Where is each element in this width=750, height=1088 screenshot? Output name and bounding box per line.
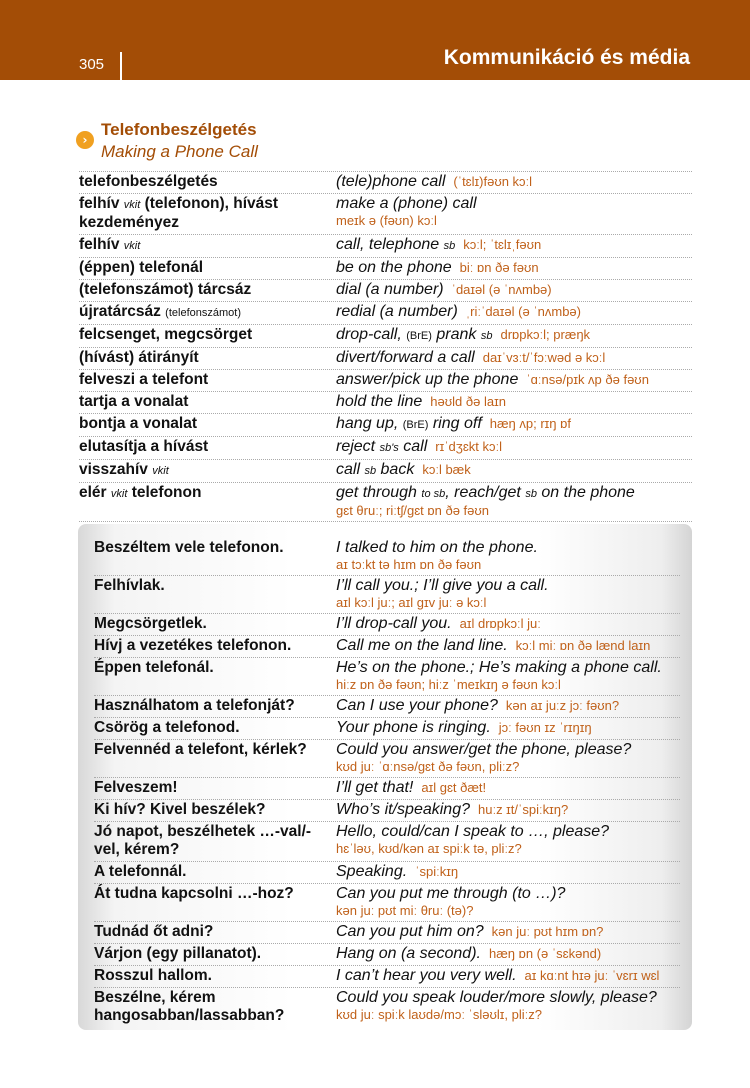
hu-text: felhív [79,236,124,253]
phrase-row [94,883,680,921]
en-text: sb [364,465,377,477]
hu-text: vkit [110,488,128,500]
hungarian-term [94,697,336,715]
phrase-row [94,538,680,575]
phonetic-transcription: kɔːl bæk [422,462,471,477]
hu-text: (hívást) átirányít [79,349,199,366]
hungarian-term [79,281,336,299]
phonetic-transcription: hiːz ɒn ðə fəʊn; hiːz ˈmeɪkɪŋ ə fəʊn kɔːl [336,677,561,692]
phrase-row [94,739,680,777]
phonetic-transcription: meɪk ə (fəʊn) kɔːl [336,213,437,228]
hungarian-term [79,371,336,389]
phonetic-transcription: ˈɑːnsə/pɪk ʌp ðə fəʊn [526,372,649,387]
en-text: divert/forward a call [336,349,475,366]
hungarian-term [79,349,336,367]
en-text: answer/pick up the phone [336,371,519,388]
hu-text: (éppen) telefonál [79,259,204,276]
vocab-row [79,234,692,257]
phrase-row [94,965,680,987]
phonetic-transcription: rɪˈdʒɛkt kɔːl [435,439,503,454]
phrase-row [94,799,680,821]
phonetic-transcription: kʊd juː spiːk laʊdə/mɔː ˈsləʊlɪ, pliːz? [336,1007,542,1022]
en-text: hold the line [336,393,423,410]
hu-text: (telefonszámot) tárcsáz [79,281,252,298]
hu-text: visszahív [79,461,153,478]
phonetic-transcription: kɔːl miː ɒn ðə lænd laɪn [515,638,651,653]
en-text: (BrE) [402,419,429,431]
phonetic-transcription: kən juː pʊt miː θruː (tə)? [336,903,474,918]
english-translation [336,173,692,191]
en-text: get through [336,484,422,501]
en-text: Could you answer/get the phone, please? [336,741,632,758]
hu-text: Át tudna kapcsolni …-hoz? [94,885,294,902]
phonetic-transcription: kɔːl; ˈtɛlɪˌfəʊn [463,237,542,252]
hu-text: elér [79,484,111,501]
hungarian-term [79,195,336,232]
hungarian-term [79,326,336,345]
vocab-row [79,413,692,436]
en-text: Speaking. [336,863,408,880]
chevron-right-icon: › [76,131,94,149]
phonetic-transcription: hæŋ ɒn (ə ˈsɛkənd) [488,946,602,961]
en-text: Your phone is ringing. [336,719,491,736]
hungarian-term [94,577,336,611]
english-translation [336,863,680,881]
english-translation [336,945,680,963]
hu-text: Felvennéd a telefont, kérlek? [94,741,307,758]
vocab-row [79,257,692,279]
hu-text: Várjon (egy pillanatot). [94,945,262,962]
hu-text: vkit [152,465,169,477]
hu-text: Hívj a vezetékes telefonon. [94,637,292,654]
vocab-row [79,279,692,301]
hungarian-term [94,659,336,693]
hungarian-term [79,173,336,191]
hu-text: vkit [123,240,141,252]
vocab-row [79,369,692,391]
vocab-row [79,436,692,459]
hu-text: Ki hív? Kivel beszélek? [94,801,266,818]
hungarian-term [94,637,336,655]
phonetic-transcription: kən juː pʊt hɪm ɒn? [491,924,604,939]
vocab-row [79,459,692,482]
hu-text: elutasítja a hívást [79,438,209,455]
en-text: to sb [421,488,446,500]
hu-text: Megcsörgetlek. [94,615,207,632]
phonetic-transcription: aɪl gɛt ðæt! [421,780,487,795]
hungarian-term [94,923,336,941]
english-translation [336,719,680,737]
en-text: call [398,438,428,455]
en-text: ring off [428,415,482,432]
hu-text: Felhívlak. [94,577,165,594]
phonetic-transcription: ˈspiːkɪŋ [415,864,459,879]
english-translation [336,371,692,389]
phrase-row [94,613,680,635]
en-text: call, telephone [336,236,444,253]
english-translation [336,823,680,859]
hungarian-term [79,303,336,322]
header-divider [120,52,122,80]
hu-text: felcsenget, megcsörget [79,326,253,343]
phrase-row [94,657,680,695]
en-text: prank [431,326,481,343]
vocab-row [79,193,692,234]
english-translation [336,303,692,322]
en-text: I’ll get that! [336,779,414,796]
english-translation [336,885,680,919]
en-text: (tele)phone call [336,173,446,190]
hu-text: Felveszem! [94,779,178,796]
hu-text: Csörög a telefonod. [94,719,240,736]
hu-text: (telefonon), hívást kezdeményez [79,195,279,231]
hu-text: Beszéltem vele telefonon. [94,539,284,556]
hungarian-term [94,719,336,737]
phonetic-transcription: ˌriːˈdaɪəl (ə ˈnʌmbə) [465,304,581,319]
en-text: redial (a number) [336,303,458,320]
hungarian-term [94,945,336,963]
en-text: I can’t hear you very well. [336,967,517,984]
hungarian-term [79,438,336,457]
hu-text: vkit [123,199,141,211]
phrase-row [94,575,680,613]
en-text: on the phone [536,484,635,501]
vocab-row [79,482,692,522]
phonetic-transcription: (ˈtɛlɪ)fəʊn kɔːl [453,174,533,189]
hu-text: felveszi a telefont [79,371,209,388]
english-translation [336,259,692,277]
phonetic-transcription: kʊd juː ˈɑːnsə/gɛt ðə fəʊn, pliːz? [336,759,520,774]
en-text: dial (a number) [336,281,444,298]
hu-text: Jó napot, beszélhetek …-val/-vel, kérem? [94,823,312,858]
en-text: Who’s it/speaking? [336,801,470,818]
english-translation [336,637,680,655]
hungarian-term [94,741,336,775]
hu-text: A telefonnál. [94,863,187,880]
english-translation [336,697,680,715]
en-text: hang up, [336,415,403,432]
hungarian-term [94,615,336,633]
section-title-en: Making a Phone Call [101,142,258,161]
phonetic-transcription: həʊld ðə laɪn [430,394,506,409]
hungarian-term [79,259,336,277]
hungarian-term [79,236,336,255]
phonetic-transcription: aɪl drɒpkɔːl juː [459,616,541,631]
phrase-row [94,821,680,861]
en-text: Hang on (a second). [336,945,481,962]
phonetic-transcription: hæŋ ʌp; rɪŋ ɒf [489,416,571,431]
english-translation [336,281,692,299]
en-text: call [336,461,365,478]
vocab-row [79,171,692,193]
en-text: sb [480,330,493,342]
english-translation [336,461,692,480]
english-translation [336,741,680,775]
hungarian-term [94,539,336,573]
english-translation [336,615,680,633]
hu-text: Beszélne, kérem hangosabban/lassabban? [94,989,285,1024]
hungarian-term [79,461,336,480]
english-translation [336,484,692,519]
hungarian-term [94,779,336,797]
hu-text: felhív [79,195,124,212]
phrase-row [94,943,680,965]
hu-text: Tudnád őt adni? [94,923,214,940]
phonetic-transcription: ˈdaɪəl (ə ˈnʌmbə) [451,282,552,297]
english-translation [336,438,692,457]
en-text: sb [443,240,456,252]
en-text: Can you put him on? [336,923,484,940]
english-translation [336,393,692,411]
en-text: (BrE) [406,330,432,342]
english-translation [336,967,680,985]
english-translation [336,349,692,367]
phrase-row [94,717,680,739]
phrase-row [94,861,680,883]
page-number: 305 [79,56,105,73]
en-text: I talked to him on the phone. [336,539,538,556]
en-text: back [376,461,415,478]
en-text: He’s on the phone.; He’s making a phone call. [336,659,662,676]
phonetic-transcription: hɛˈləʊ, kʊd/kən aɪ spiːk tə, pliːz? [336,841,522,856]
english-translation [336,659,680,693]
chapter-title: Kommunikáció és média [443,46,690,69]
phonetic-transcription: daɪˈvɜːt/ˈfɔːwəd ə kɔːl [482,350,606,365]
english-translation [336,539,680,573]
vocab-row [79,347,692,369]
phonetic-transcription: aɪl kɔːl juː; aɪl gɪv juː ə kɔːl [336,595,487,610]
english-translation [336,801,680,819]
hungarian-term [94,989,336,1025]
phonetic-transcription: biː ɒn ðə fəʊn [459,260,539,275]
english-translation [336,195,692,232]
phonetic-transcription: drɒpkɔːl; præŋk [500,327,591,342]
hungarian-term [79,484,336,519]
hu-text: bontja a vonalat [79,415,197,432]
chapter-header [0,0,750,80]
en-text: , reach/get [445,484,526,501]
en-text: be on the phone [336,259,452,276]
hu-text: Rosszul hallom. [94,967,212,984]
hungarian-term [94,801,336,819]
english-translation [336,989,680,1025]
vocab-row [79,391,692,413]
en-text: Call me on the land line. [336,637,508,654]
vocabulary-table [79,171,692,522]
en-text: Can I use your phone? [336,697,498,714]
en-text: sb [525,488,537,500]
en-text: sb's [379,442,399,454]
phrase-row [94,777,680,799]
hungarian-term [79,393,336,411]
vocab-row [79,301,692,324]
hungarian-term [94,863,336,881]
hu-text: (telefonszámot) [165,307,241,319]
hu-text: Éppen telefonál. [94,659,214,676]
hungarian-term [94,823,336,859]
phonetic-transcription: gɛt θruː; riːtʃ/gɛt ɒn ðə fəʊn [336,503,489,518]
english-translation [336,415,692,434]
hu-text: telefonon [127,484,202,501]
english-translation [336,236,692,255]
en-text: Could you speak louder/more slowly, please? [336,989,657,1006]
phrase-row [94,987,680,1027]
english-translation [336,326,692,345]
hu-text: újratárcsáz [79,303,166,320]
en-text: Can you put me through (to …)? [336,885,566,902]
phonetic-transcription: kən aɪ juːz jɔː fəʊn? [505,698,620,713]
english-translation [336,923,680,941]
phrase-row [94,635,680,657]
vocab-row [79,324,692,347]
hu-text: tartja a vonalat [79,393,189,410]
phonetic-transcription: aɪ tɔːkt tə hɪm ɒn ðə fəʊn [336,557,482,572]
hu-text: telefonbeszélgetés [79,173,218,190]
phrase-row [94,921,680,943]
hu-text: Használhatom a telefonját? [94,697,295,714]
hungarian-term [79,415,336,434]
phonetic-transcription: jɔː fəʊn ɪz ˈrɪŋɪŋ [498,720,592,735]
hungarian-term [94,967,336,985]
en-text: I’ll call you.; I’ll give you a call. [336,577,549,594]
phonetic-transcription: huːz ɪt/ˈspiːkɪŋ? [478,802,569,817]
hungarian-term [94,885,336,919]
en-text: Hello, could/can I speak to …, please? [336,823,610,840]
english-translation [336,577,680,611]
section-title-hu: Telefonbeszélgetés [101,120,257,139]
en-text: reject [336,438,380,455]
phrases-table [94,538,680,1027]
phrase-row [94,695,680,717]
phonetic-transcription: aɪ kɑːnt hɪə juː ˈvɛrɪ wɛl [524,968,660,983]
en-text: drop-call, [336,326,407,343]
en-text: I’ll drop-call you. [336,615,452,632]
en-text: make a (phone) call [336,195,477,212]
english-translation [336,779,680,797]
